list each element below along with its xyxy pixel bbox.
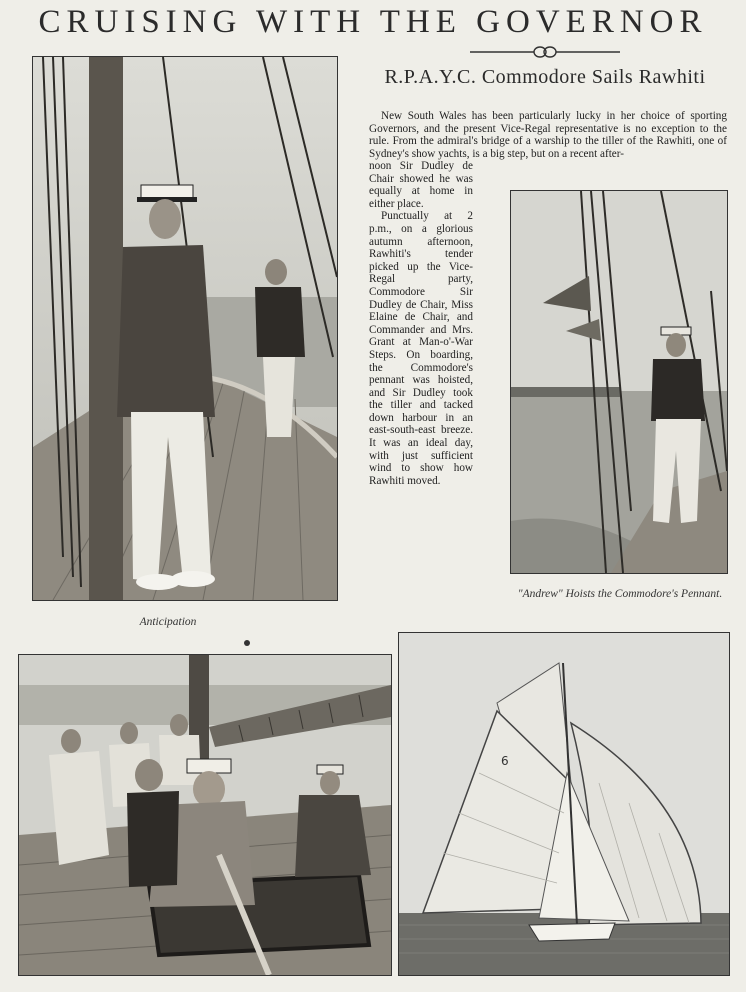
article-paragraph-1-continued: noon Sir Dudley de Chair showed he was equally at home in either place. <box>369 160 473 210</box>
caption-anticipation: Anticipation <box>139 616 197 628</box>
article-narrow-column <box>369 160 473 487</box>
sail-number: 6 <box>501 754 509 768</box>
photo-yacht-under-sail <box>398 632 730 976</box>
article-subtitle: R.P.A.Y.C. Commodore Sails Rawhiti <box>384 66 706 88</box>
page-title: CRUISING WITH THE GOVERNOR <box>38 4 708 40</box>
caption-pennant: "Andrew" Hoists the Commodore's Pennant. <box>517 588 723 600</box>
title-ornament <box>470 44 620 60</box>
photo-pennant <box>510 190 728 574</box>
print-mark-dot <box>244 640 250 646</box>
article-paragraph-2: Punctually at 2 p.m., on a glorious autumn afternoon, Rawhiti's tender picked up the Vice-Regal party, Commodore Sir Dudley de Chair, Miss Elaine de Chair, and Commander and Mrs. Grant at Man-o'-War Steps. On boarding, the Commodore's pennant was hoisted, and Sir Dudley took the tiller and tacked down harbour in an east-south-east breeze. It was an ideal day, with just sufficient wind to show how Rawhiti moved. <box>369 210 473 487</box>
photo-party-aboard <box>18 654 392 976</box>
article-paragraph-1 <box>369 110 727 160</box>
photo-anticipation <box>32 56 338 601</box>
article-paragraph-1-text: New South Wales has been particularly lucky in her choice of sporting Governors, and the present Vice-Regal representative is no exception to the rule. From the admiral's bridge of a warship to the tiller of the Rawhiti, one of Sydney's show yachts, is a big step, but on a recent after- <box>369 110 727 160</box>
